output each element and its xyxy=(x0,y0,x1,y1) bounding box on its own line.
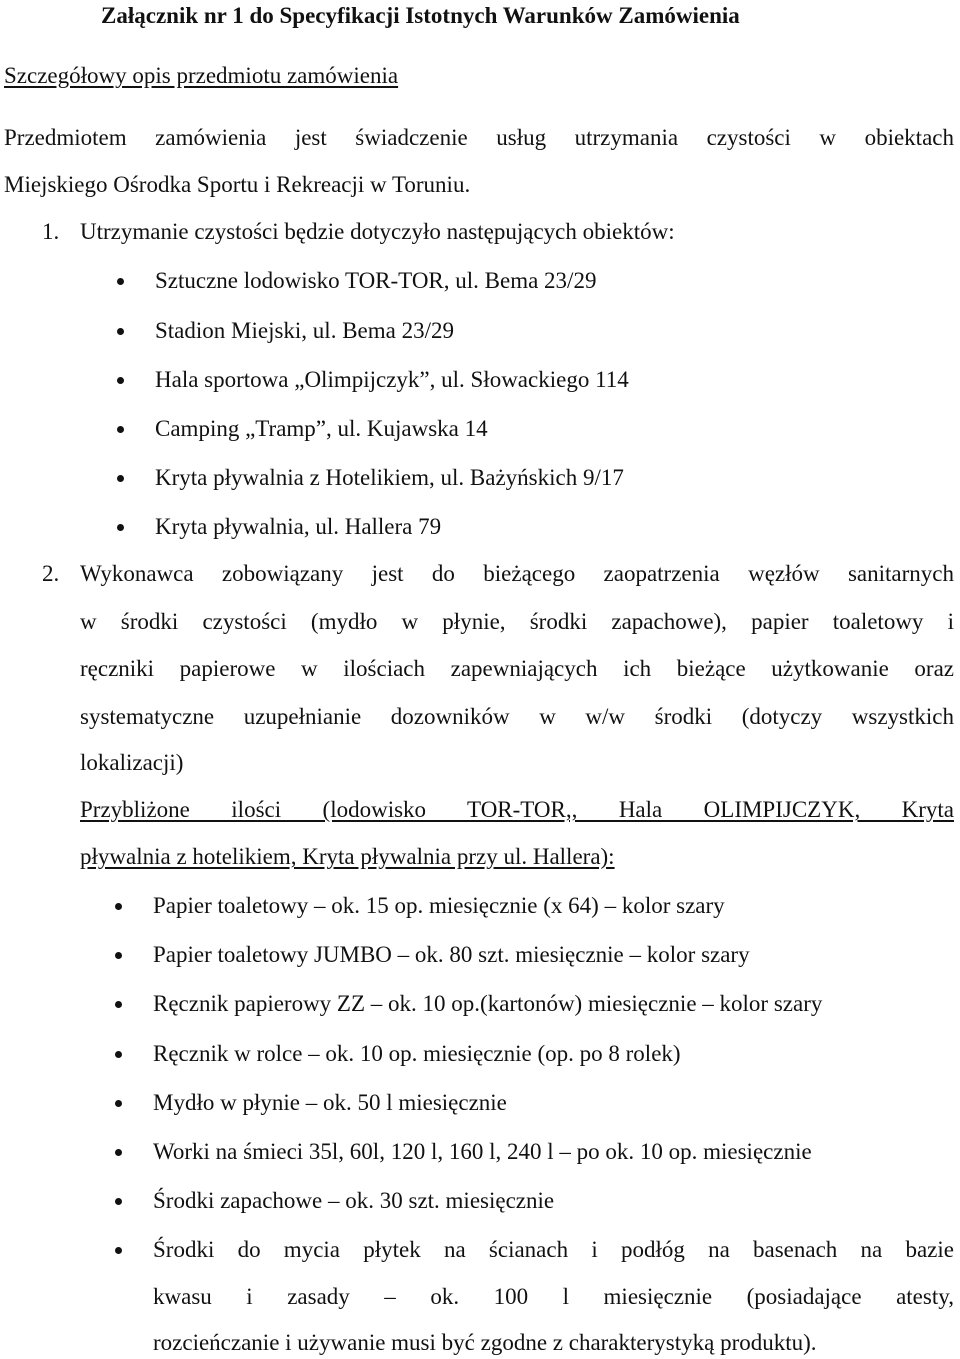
section-2-line-2: w środki czystości (mydło w płynie, środki zapachowe), papier toaletowy i xyxy=(80,609,954,634)
section-2-line-1: Wykonawca zobowiązany jest do bieżącego zaopatrzenia węzłów sanitarnych xyxy=(80,561,954,586)
section-2-line-5: lokalizacji) xyxy=(80,750,184,775)
section-1-number: 1. xyxy=(42,219,60,244)
quantity-item-last-line-3: rozcieńczanie i używanie musi być zgodne z charakterystyką produktu). xyxy=(153,1330,817,1355)
object-item: Hala sportowa „Olimpijczyk”, ul. Słowackiego 114 xyxy=(155,367,629,392)
quantities-heading-line-1: Przybliżone ilości (lodowisko TOR-TOR,, Hala OLIMPIJCZYK, Kryta xyxy=(80,797,954,822)
bullet-icon xyxy=(115,903,122,910)
intro-line-1: Przedmiotem zamówienia jest świadczenie usług utrzymania czystości w obiektach xyxy=(4,125,954,150)
object-item: Sztuczne lodowisko TOR-TOR, ul. Bema 23/29 xyxy=(155,268,597,293)
bullet-icon xyxy=(115,1149,122,1156)
bullet-icon xyxy=(115,1051,122,1058)
object-item: Camping „Tramp”, ul. Kujawska 14 xyxy=(155,416,488,441)
quantity-item: Ręcznik papierowy ZZ – ok. 10 op.(kartonów) miesięcznie – kolor szary xyxy=(153,991,823,1016)
quantity-item-last-line-2: kwasu i zasady – ok. 100 l miesięcznie (posiadające atesty, xyxy=(153,1284,954,1309)
bullet-icon xyxy=(117,377,124,384)
quantity-item-last-line-1: Środki do mycia płytek na ścianach i podłóg na basenach na bazie xyxy=(153,1237,954,1262)
document-subheading: Szczegółowy opis przedmiotu zamówienia xyxy=(4,63,399,88)
quantities-heading-line-2: pływalnia z hotelikiem, Kryta pływalnia przy ul. Hallera): xyxy=(80,844,615,869)
bullet-icon xyxy=(115,1001,122,1008)
bullet-icon xyxy=(117,475,124,482)
bullet-icon xyxy=(115,1198,122,1205)
bullet-icon xyxy=(117,278,124,285)
section-2-number: 2. xyxy=(42,561,60,586)
section-2-line-3: ręczniki papierowe w ilościach zapewniających ich bieżące użytkowanie oraz xyxy=(80,656,954,681)
object-item: Kryta pływalnia, ul. Hallera 79 xyxy=(155,514,442,539)
quantity-item: Papier toaletowy – ok. 15 op. miesięcznie (x 64) – kolor szary xyxy=(153,893,725,918)
section-2-line-4: systematyczne uzupełnianie dozowników w w/w środki (dotyczy wszystkich xyxy=(80,704,954,729)
object-item: Stadion Miejski, ul. Bema 23/29 xyxy=(155,318,454,343)
bullet-icon xyxy=(117,524,124,531)
object-item: Kryta pływalnia z Hotelikiem, ul. Bażyńskich 9/17 xyxy=(155,465,624,490)
bullet-icon xyxy=(115,1100,122,1107)
quantity-item: Papier toaletowy JUMBO – ok. 80 szt. miesięcznie – kolor szary xyxy=(153,942,750,967)
section-1-text: Utrzymanie czystości będzie dotyczyło następujących obiektów: xyxy=(80,219,675,244)
bullet-icon xyxy=(117,328,124,335)
quantity-item: Ręcznik w rolce – ok. 10 op. miesięcznie (op. po 8 rolek) xyxy=(153,1041,681,1066)
bullet-icon xyxy=(117,426,124,433)
intro-line-2: Miejskiego Ośrodka Sportu i Rekreacji w Toruniu. xyxy=(4,172,471,197)
bullet-icon xyxy=(115,1247,122,1254)
quantity-item: Środki zapachowe – ok. 30 szt. miesięcznie xyxy=(153,1188,555,1213)
bullet-icon xyxy=(115,952,122,959)
document-heading: Załącznik nr 1 do Specyfikacji Istotnych Warunków Zamówienia xyxy=(101,3,740,28)
quantity-item: Mydło w płynie – ok. 50 l miesięcznie xyxy=(153,1090,507,1115)
quantity-item: Worki na śmieci 35l, 60l, 120 l, 160 l, 240 l – po ok. 10 op. miesięcznie xyxy=(153,1139,812,1164)
